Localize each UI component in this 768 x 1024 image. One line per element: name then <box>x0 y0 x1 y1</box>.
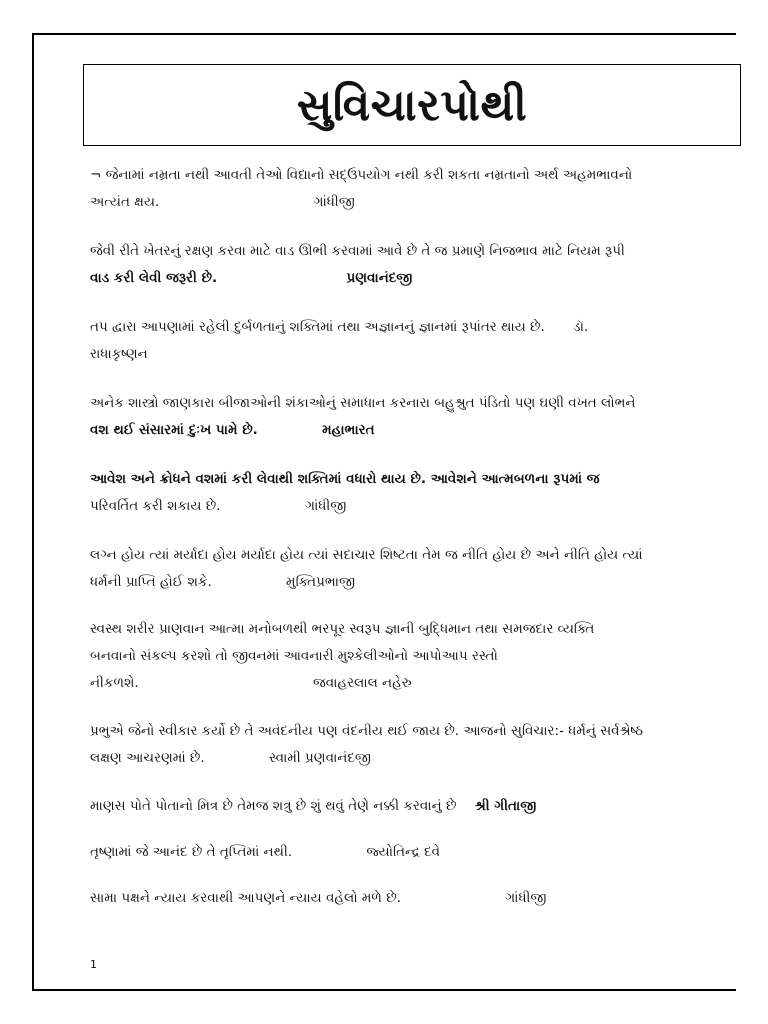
quote-2 <box>90 238 730 292</box>
quote-10 <box>90 839 730 866</box>
quote-author: મુક્તિપ્રભાજી <box>286 574 355 590</box>
page-number: 1 <box>90 958 97 971</box>
quote-6 <box>90 542 730 596</box>
quote-text: બનવાનો સંકલ્પ કરશો તો જીવનમાં આવનારી મુશ્કેલીઓનો આપોઆપ રસ્તો <box>90 648 498 664</box>
quote-text: પ્રભુએ જેનો સ્વીકાર કર્યો છે તે અવંદનીય પણ વંદનીય થઈ જાય છે. આજનો સુવિચાર:- ધર્મનું સર્વશ્રેષ્ઠ <box>90 723 644 739</box>
quote-author: જ્યોતિન્દ્ર દવે <box>366 844 441 860</box>
page-title: સુવિચારપોથી <box>296 79 528 131</box>
quote-3 <box>90 314 730 368</box>
quote-text: તૃષ્ણામાં જે આનંદ છે તે તૃપ્તિમાં નથી. <box>90 844 293 860</box>
quote-author: સ્વામી પ્રણવાનંદજી <box>268 750 371 766</box>
title-box <box>83 64 741 146</box>
quote-1 <box>90 162 730 216</box>
quote-author: ડૉ. <box>573 319 589 335</box>
quote-text: ¬ જેનામાં નમ્રતા નથી આવતી તેઓ વિદ્યાનો સદ્ઉપયોગ નથી કરી શકતા નમ્રતાનો અર્થ અહમભાવનો <box>90 167 633 183</box>
quote-8 <box>90 718 730 772</box>
quote-text: આવેશ અને ક્રોધને વશમાં કરી લેવાથી શક્તિમાં વધારો થાય છે. આવેશને આત્મબળના રૂપમાં જ <box>90 471 600 487</box>
quote-11 <box>90 885 730 912</box>
quote-text: માણસ પોતે પોતાનો મિત્ર છે તેમજ શત્રુ છે શું થવું તેણે નક્કી કરવાનું છે <box>90 798 457 814</box>
quote-author: પ્રણવાનંદજી <box>346 270 413 286</box>
quote-text: સામા પક્ષને ન્યાય કરવાથી આપણને ન્યાય વહેલો મળે છે. <box>90 890 401 906</box>
quote-text: સ્વસ્થ શરીર પ્રાણવાન આત્મા મનોબળથી ભરપૂર સ્વરૂપ જ્ઞાની બુદ્ધિમાન તથા સમજદાર વ્યક્તિ <box>90 621 595 637</box>
quote-text: જેવી રીતે ખેતરનું રક્ષણ કરવા માટે વાડ ઊભી કરવામાં આવે છે તે જ પ્રમાણે નિજભાવ માટે નિયમ રૂપી <box>90 243 625 259</box>
quote-text: વશ થઈ સંસારમાં દુઃખ પામે છે. <box>90 422 258 438</box>
quote-5 <box>90 466 730 520</box>
quote-text: વાડ કરી લેવી જરૂરી છે. <box>90 270 218 286</box>
quote-author: ગાંધીજી <box>313 194 355 210</box>
quote-author: જવાહરલાલ નહેરુ <box>312 675 412 691</box>
quote-9 <box>90 793 730 820</box>
quote-text: તપ દ્વારા આપણામાં રહેલી દુર્બળતાનું શક્તિમાં તથા અજ્ઞાનનું જ્ઞાનમાં રૂપાંતર થાય છે. <box>90 319 545 335</box>
quote-text: લગ્ન હોય ત્યાં મર્યાદા હોય મર્યાદા હોય ત્યાં સદાચાર શિષ્ટતા તેમ જ નીતિ હોય છે અને નીતિ હોય ત્યાં <box>90 547 643 563</box>
quote-text: ધર્મની પ્રાપ્તિ હોઈ શકે. <box>90 574 212 590</box>
quote-7 <box>90 616 730 697</box>
quote-author-cont: રાધાકૃષ્ણન <box>90 346 148 362</box>
quote-text: અનેક શાસ્ત્રો જાણકારા બીજાઓની શંકાઓનું સમાધાન કરનારા બહુશ્રુત પંડિતો પણ ઘણી વખત લોભને <box>90 395 636 411</box>
quote-text: અત્યંત ક્ષય. <box>90 194 160 210</box>
quote-text: પરિવર્તિત કરી શકાય છે. <box>90 498 221 514</box>
quote-author: શ્રી ગીતાજી <box>474 798 537 814</box>
quote-author: ગાંધીજી <box>505 890 547 906</box>
quote-4 <box>90 390 730 444</box>
quote-author: ગાંધીજી <box>305 498 347 514</box>
quote-author: મહાભારત <box>322 422 375 438</box>
quote-text: લક્ષણ આચરણમાં છે. <box>90 750 205 766</box>
quote-text: નીકળશે. <box>90 675 139 691</box>
